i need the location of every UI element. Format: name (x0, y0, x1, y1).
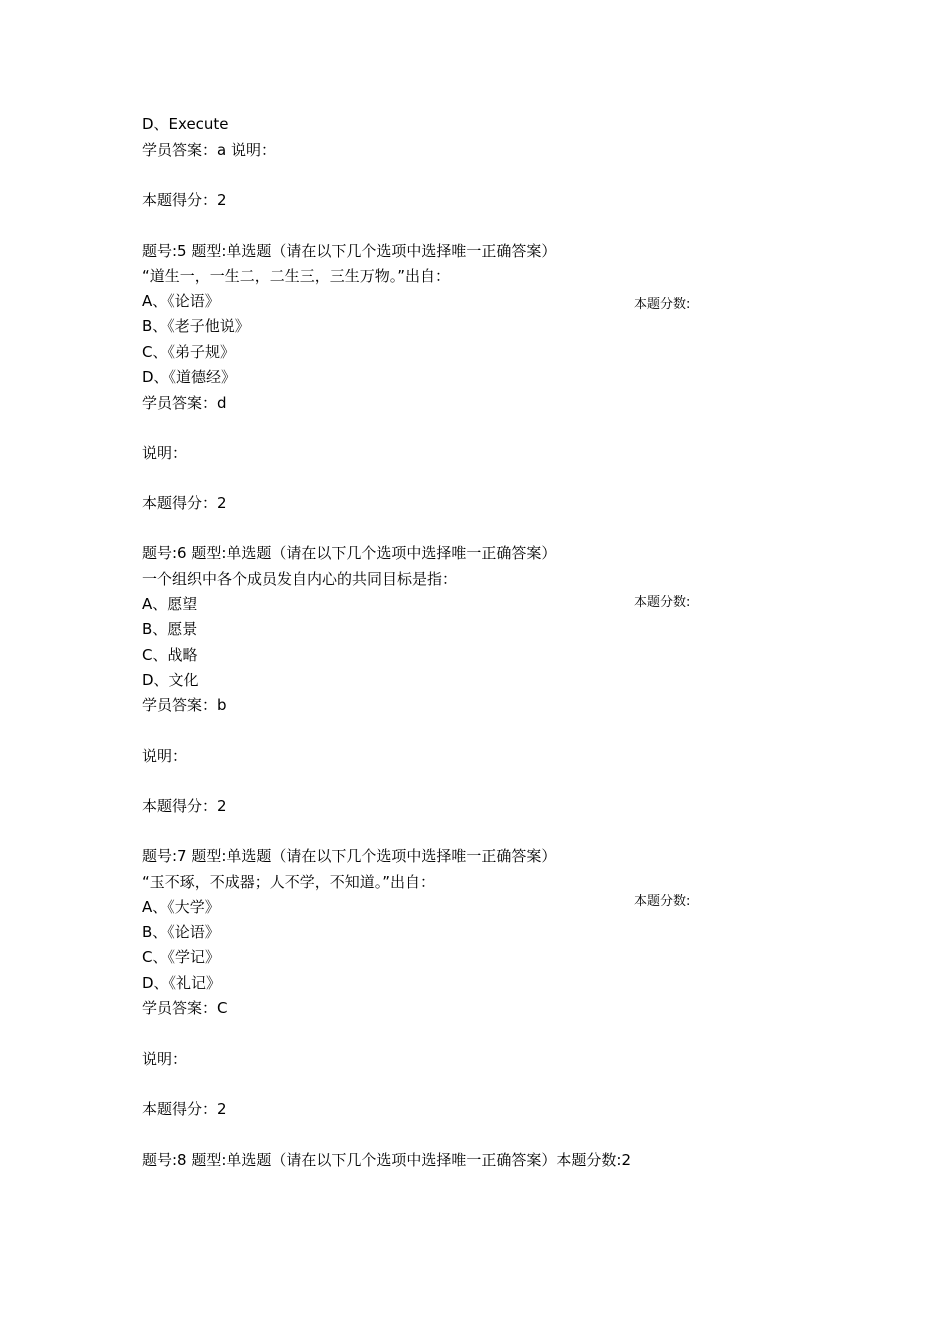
q7-score: 本题得分：2 (142, 1100, 227, 1118)
prev-score: 本题得分：2 (142, 191, 227, 209)
q7-option-a: A、《大学》 (142, 898, 220, 916)
prev-student-answer: 学员答案：a 说明： (142, 141, 276, 159)
q6-side-score: 本题分数: (634, 595, 691, 608)
q7-header: 题号:7 题型:单选题（请在以下几个选项中选择唯一正确答案） (142, 847, 557, 865)
q6-option-a: A、愿望 (142, 595, 198, 613)
q6-option-c: C、战略 (142, 646, 198, 664)
q7-option-c: C、《学记》 (142, 948, 220, 966)
q5-side-score: 本题分数: (634, 297, 691, 310)
q5-explanation: 说明： (142, 444, 188, 462)
q5-stem: “道生一，一生二，二生三，三生万物。”出自： (142, 267, 451, 285)
q5-option-b: B、《老子他说》 (142, 317, 250, 335)
q5-score: 本题得分：2 (142, 494, 227, 512)
prev-option-d: D、Execute (142, 115, 229, 133)
q6-stem: 一个组织中各个成员发自内心的共同目标是指： (142, 570, 458, 588)
q7-option-b: B、《论语》 (142, 923, 220, 941)
q5-option-d: D、《道德经》 (142, 368, 237, 386)
q8-header: 题号:8 题型:单选题（请在以下几个选项中选择唯一正确答案）本题分数:2 (142, 1151, 632, 1169)
q6-option-b: B、愿景 (142, 620, 198, 638)
q5-student-answer: 学员答案：d (142, 394, 227, 412)
q7-option-d: D、《礼记》 (142, 974, 222, 992)
q7-side-score: 本题分数: (634, 894, 691, 907)
q5-option-c: C、《弟子规》 (142, 343, 235, 361)
q6-header: 题号:6 题型:单选题（请在以下几个选项中选择唯一正确答案） (142, 544, 557, 562)
q5-option-a: A、《论语》 (142, 292, 220, 310)
q5-header: 题号:5 题型:单选题（请在以下几个选项中选择唯一正确答案） (142, 242, 557, 260)
q6-option-d: D、文化 (142, 671, 199, 689)
q7-stem: “玉不琢，不成器；人不学，不知道。”出自： (142, 873, 436, 891)
q6-score: 本题得分：2 (142, 797, 227, 815)
q7-student-answer: 学员答案：C (142, 999, 228, 1017)
q6-student-answer: 学员答案：b (142, 696, 227, 714)
q7-explanation: 说明： (142, 1050, 188, 1068)
q6-explanation: 说明： (142, 747, 188, 765)
